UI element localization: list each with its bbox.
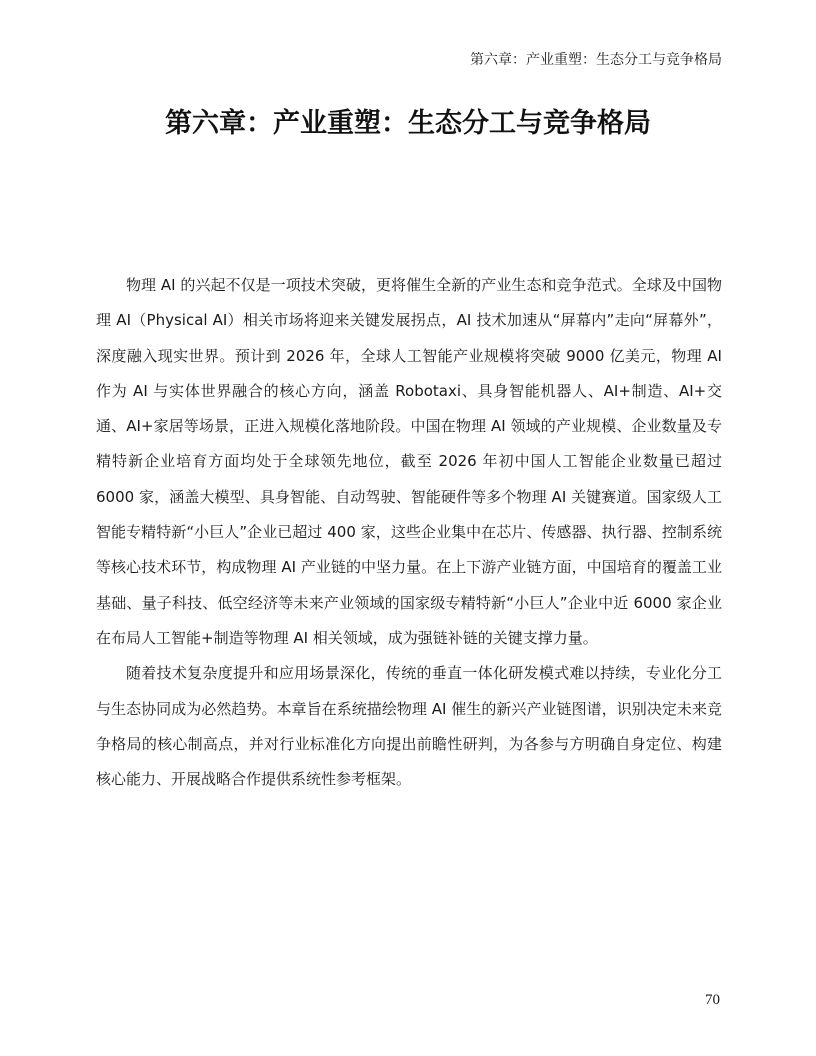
chapter-title: 第六章：产业重塑：生态分工与竞争格局 [165,108,651,139]
running-header: 第六章：产业重塑：生态分工与竞争格局 [470,52,722,68]
body-text [96,268,722,797]
page-number: 70 [705,992,720,1008]
paragraph: 随着技术复杂度提升和应用场景深化，传统的垂直一体化研发模式难以持续，专业化分工与生态协同成为必然趋势。本章旨在系统描绘物理 AI 催生的新兴产业链图谱，识别决定未来竞争格局的核心制高点，并对行业标准化方向提出前瞻性研判，为各参与方明确自身定位、构建核心能力、开展战略合作提供系统性参考框架。 [96,664,722,789]
paragraph: 物理 AI 的兴起不仅是一项技术突破，更将催生全新的产业生态和竞争范式。全球及中国物理 AI（Physical AI）相关市场将迎来关键发展拐点，AI 技术加速从“屏幕内”走向“屏幕外”，深度融入现实世界。预计到 2026 年，全球人工智能产业规模将突破 9000 亿美元，物理 AI 作为 AI 与实体世界融合的核心方向，涵盖 Robotaxi、具身智能机器人、AI+制造、AI+交通、AI+家居等场景，正进入规模化落地阶段。中国在物理 AI 领域的产业规模、企业数量及专精特新企业培育方面均处于全球领先地位，截至 2026 年初中国人工智能企业数量已超过 6000 家，涵盖大模型、具身智能、自动驾驶、智能硬件等多个物理 AI 关键赛道。国家级人工智能专精特新“小巨人”企业已超过 400 家，这些企业集中在芯片、传感器、执行器、控制系统等核心技术环节，构成物理 AI 产业链的中坚力量。在上下游产业链方面，中国培育的覆盖工业基础、量子科技、低空经济等未来产业领域的国家级专精特新“小巨人”企业中近 6000 家企业在布局人工智能+制造等物理 AI 相关领域，成为强链补链的关键支撑力量。 [96,276,722,647]
